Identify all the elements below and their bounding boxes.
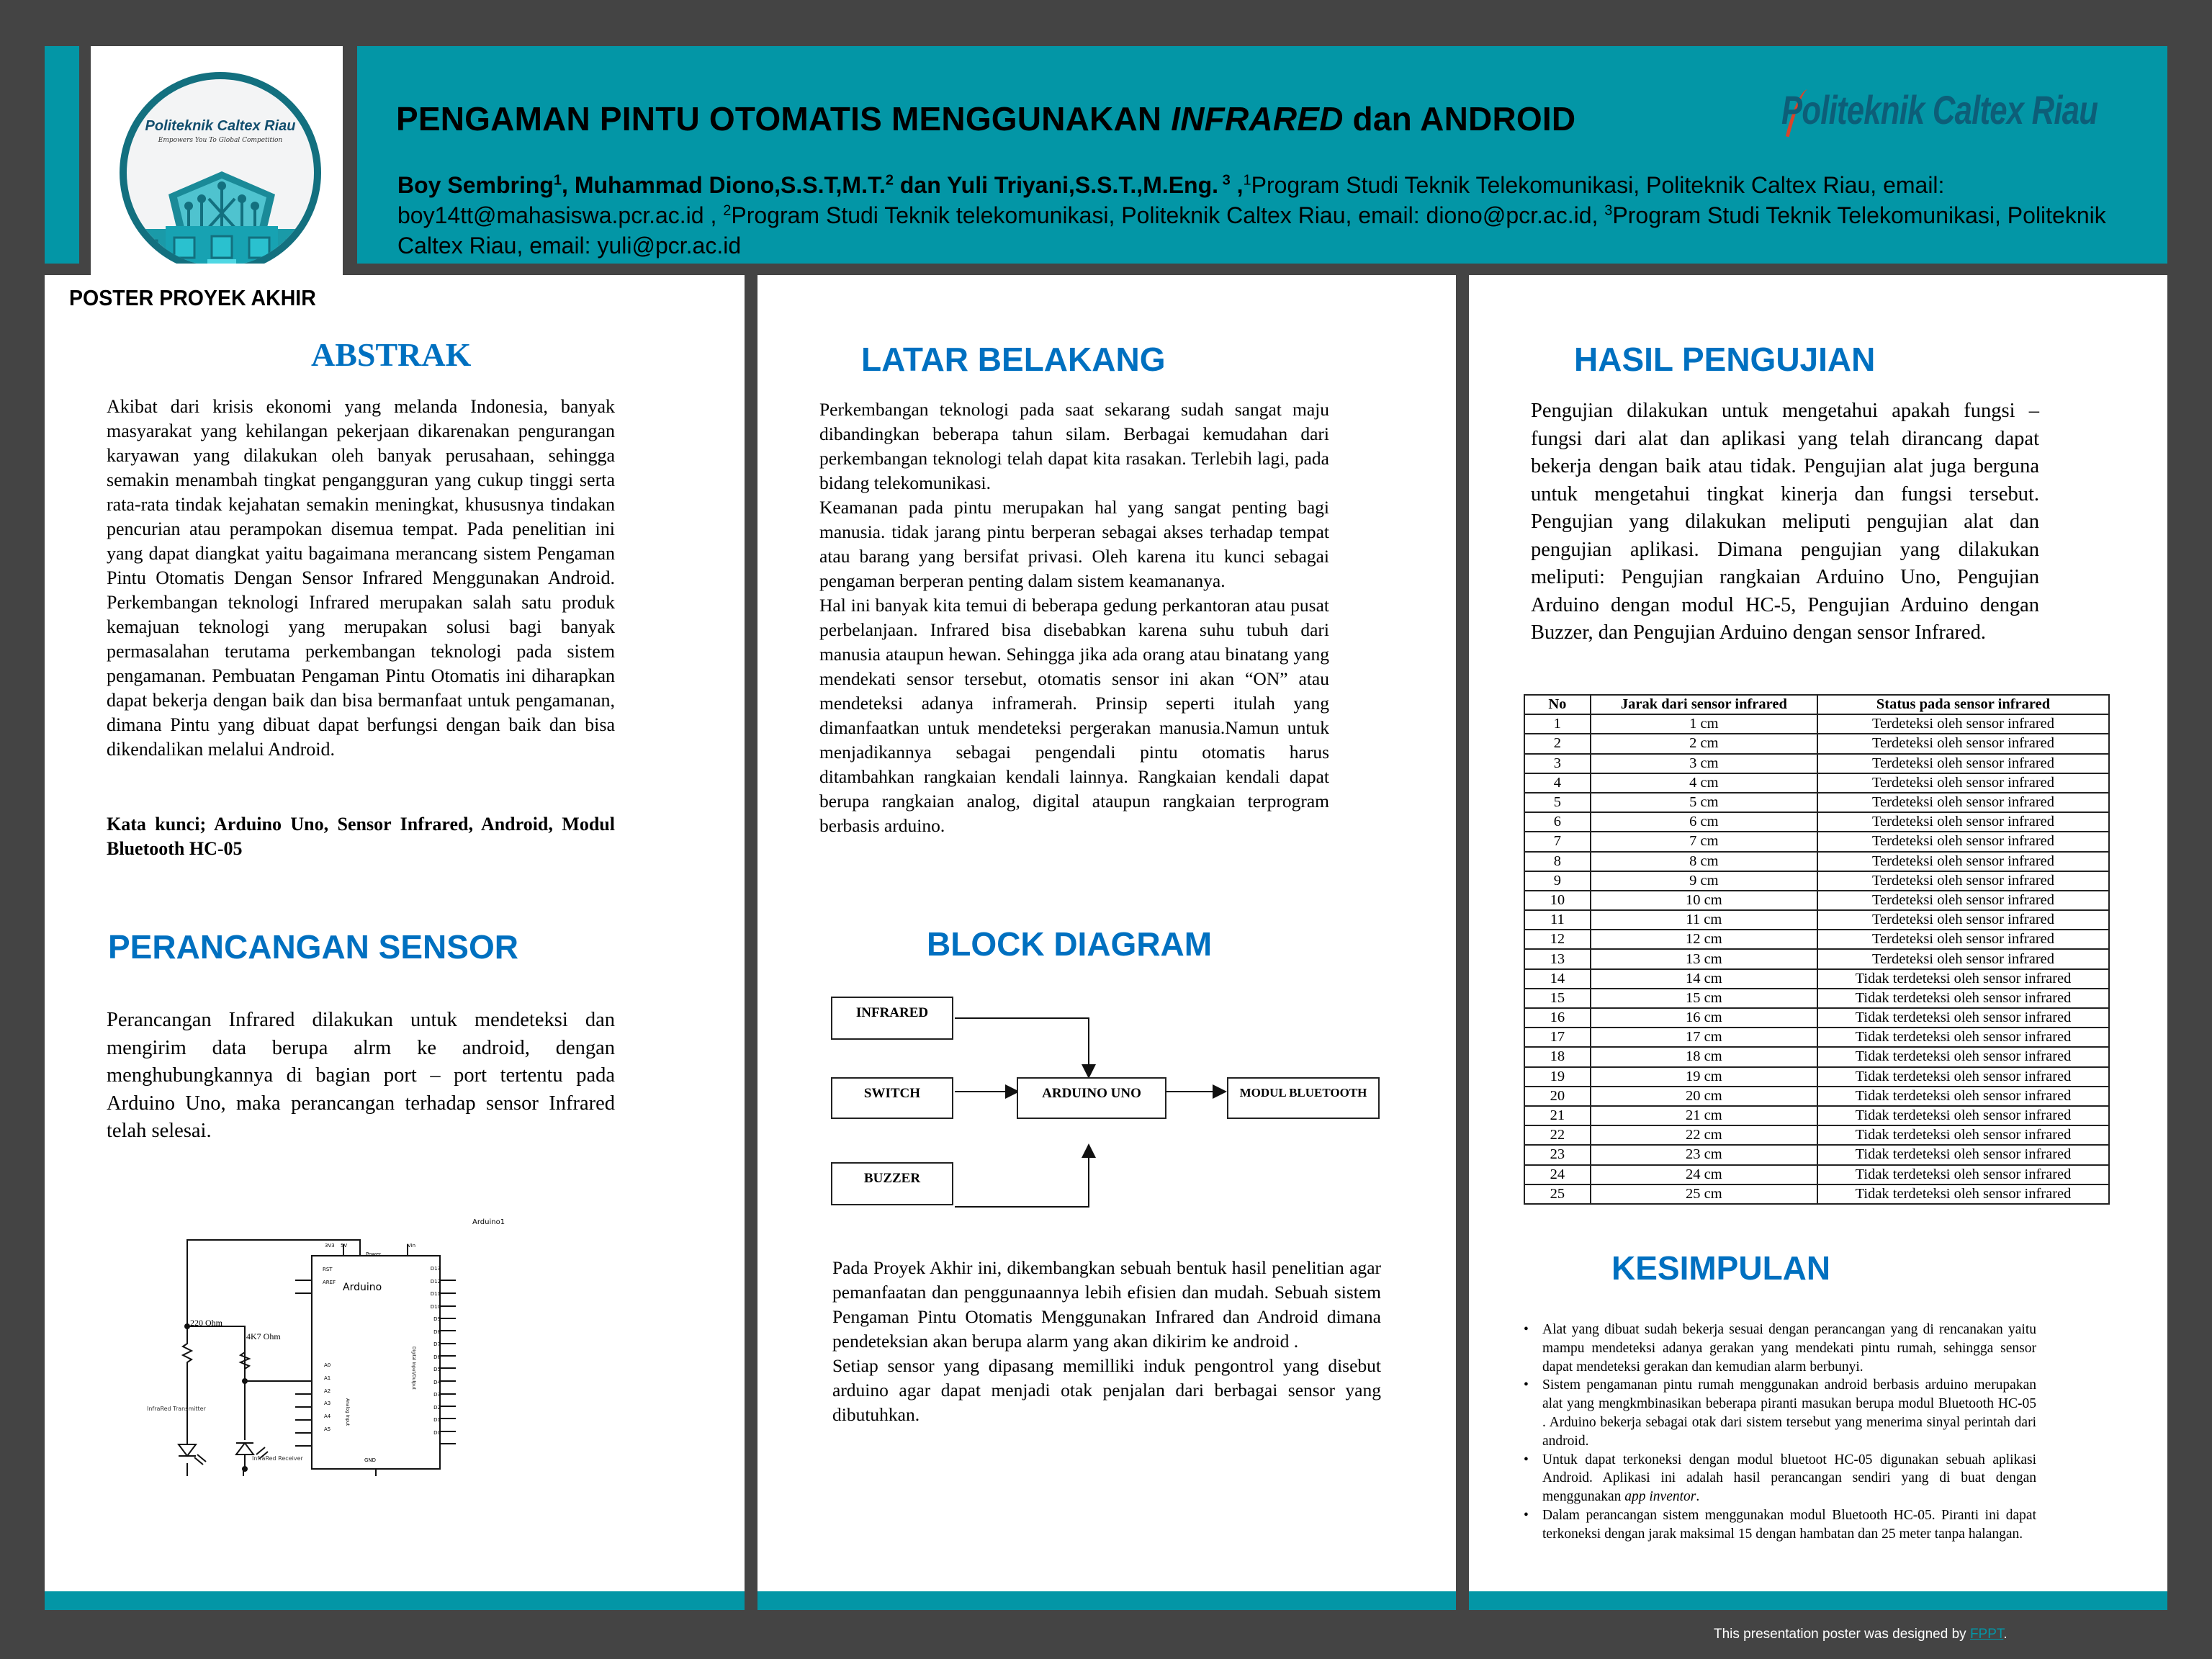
cell-status: Tidak terdeteksi oleh sensor infrared (1817, 1184, 2109, 1204)
cell-status: Terdeteksi oleh sensor infrared (1817, 734, 2109, 753)
schematic-digital-label: Digital Input/Output (411, 1346, 416, 1390)
list-item: • Sistem pengamanan pintu rumah menggunakan android berbasis arduino merupakan alat yang mengkmbinasikan beberapa piranti masukan berupa modul Bluetooth HC-05 . Arduino bekerja sebagai otak dari sistem tersebut yang menerima sinyal perintah dari android. (1524, 1377, 2036, 1449)
cell-jarak: 24 cm (1591, 1165, 1817, 1184)
cell-status: Terdeteksi oleh sensor infrared (1817, 910, 2109, 930)
cell-status: Tidak terdeteksi oleh sensor infrared (1817, 1125, 2109, 1145)
cell-status: Terdeteksi oleh sensor infrared (1817, 852, 2109, 871)
cell-jarak: 21 cm (1591, 1106, 1817, 1125)
cell-status: Tidak terdeteksi oleh sensor infrared (1817, 1145, 2109, 1164)
cell-no: 18 (1524, 1047, 1591, 1066)
table-header-row (1524, 695, 2109, 714)
table-row (1524, 1087, 2109, 1106)
block-modul-bluetooth: MODUL BLUETOOTH (1227, 1077, 1380, 1119)
cell-no: 25 (1524, 1184, 1591, 1204)
block-buzzer: BUZZER (831, 1162, 953, 1205)
fppt-link[interactable]: FPPT (1969, 1627, 2004, 1642)
ir-transmitter-label: InfraRed Transmitter (147, 1406, 206, 1412)
cell-status: Terdeteksi oleh sensor infrared (1817, 754, 2109, 773)
poster-title: PENGAMAN PINTU OTOMATIS MENGGUNAKAN INFRARED dan ANDROID (396, 100, 1576, 138)
perancangan-body: Perancangan Infrared dilakukan untuk mendeteksi dan mengirim data berupa alrm ke android, dengan menghubungkannya di bagian port – port tertentu pada Arduino Uno, maka perancangan terhadap sensor Infrared telah selesai. (107, 1009, 615, 1142)
cell-jarak: 11 cm (1591, 910, 1817, 930)
cell-jarak: 23 cm (1591, 1145, 1817, 1164)
cell-no: 7 (1524, 832, 1591, 851)
cell-no: 14 (1524, 969, 1591, 989)
column-footer-bar (1469, 1591, 2167, 1610)
schematic-left-pins: RST AREF (323, 1267, 336, 1285)
schematic-vin-pin: Vin (408, 1243, 416, 1249)
column-header-no: No (1524, 695, 1591, 714)
institution-logo (120, 72, 321, 274)
cell-status: Terdeteksi oleh sensor infrared (1817, 773, 2109, 793)
schematic-digital-pins: D13 D12 D11 D10 D9 D8 D7 D6 D5 D4 D3 D2 D1 D0 (430, 1266, 441, 1436)
cell-jarak: 9 cm (1591, 871, 1817, 891)
cell-status: Terdeteksi oleh sensor infrared (1817, 714, 2109, 734)
latar-heading: LATAR BELAKANG (861, 341, 1166, 378)
table-row (1524, 832, 2109, 851)
ir-receiver-label: InfraRed Receiver (252, 1455, 303, 1462)
logo-panel-extension (91, 264, 343, 275)
table-row (1524, 930, 2109, 949)
table-row (1524, 754, 2109, 773)
abstrak-body: Akibat dari krisis ekonomi yang melanda Indonesia, banyak masyarakat yang kehilangan pekerjaan dikarenakan pengurangan karyawan yang dilakukan oleh banyak perusahaan, sehingga semakin menambah tingkat pengangguran yang cukup tinggi serta rata-rata tindak kejahatan semakin meningkat, khususnya tindakan pencurian atau perampokan disemua tempat. Pada penelitian ini yang dapat diangkat yaitu bagaimana merancang sistem Pengaman Pintu Otomatis Dengan Sensor Infrared Menggunakan Android. Perkembangan teknologi Infrared merupakan salah satu produk kemajuan teknologi yang merupakan solusi bagi banyak permasalahan terutama perkembangan teknologi pada sistem pengamanan. Pembuatan Pengaman Pintu Otomatis ini diharapkan dapat bekerja dengan baik dan bisa bermanfaat untuk pengamanan, dimana Pintu yang dibuat dapat berfungsi dengan baik dan bisa dikendalikan melalui Android. (107, 396, 615, 760)
kesimpulan-heading: KESIMPULAN (1611, 1249, 1831, 1287)
table-row (1524, 1184, 2109, 1204)
hasil-heading: HASIL PENGUJIAN (1574, 341, 1876, 378)
cell-status: Tidak terdeteksi oleh sensor infrared (1817, 1067, 2109, 1087)
cell-no: 11 (1524, 910, 1591, 930)
table-row (1524, 852, 2109, 871)
table-row (1524, 989, 2109, 1008)
cell-no: 13 (1524, 949, 1591, 968)
cell-jarak: 22 cm (1591, 1125, 1817, 1145)
table-row (1524, 969, 2109, 989)
block-diagram (828, 994, 1382, 1210)
cell-status: Tidak terdeteksi oleh sensor infrared (1817, 1028, 2109, 1047)
cell-jarak: 2 cm (1591, 734, 1817, 753)
block-diagram-heading: BLOCK DIAGRAM (927, 925, 1213, 963)
table-row (1524, 891, 2109, 910)
schematic-board-label: Arduino (343, 1282, 382, 1293)
building-icon (137, 166, 307, 266)
cell-jarak: 18 cm (1591, 1047, 1817, 1066)
cell-jarak: 10 cm (1591, 891, 1817, 910)
cell-no: 23 (1524, 1145, 1591, 1164)
latar-paragraph-1: Perkembangan teknologi pada saat sekarang sudah sangat maju dibandingkan beberapa tahun silam. Berbagai kemudahan dari perkembangan teknologi telah dapat kita rasakan. Terlebih lagi, pada bidang telekomunikasi. (819, 399, 1329, 493)
table-row (1524, 949, 2109, 968)
list-item: • Alat yang dibuat sudah bekerja sesuai dengan perancangan yang di rencanakan yaitu mampu mendeteksi adanya gerakan yang mendekati pintu rumah, sehingga sensor dapat mendeteksi gerakan dan kemudian alarm berbunyi. (1524, 1322, 2036, 1375)
cell-no: 8 (1524, 852, 1591, 871)
resistor-4k7-label: 4K7 Ohm (246, 1331, 281, 1341)
table-row (1524, 1106, 2109, 1125)
brand-wordmark: Politeknik Caltex Riau (1781, 87, 2098, 132)
header-left-strip (45, 46, 79, 264)
cell-no: 2 (1524, 734, 1591, 753)
schematic-gnd-label: GND (364, 1457, 377, 1463)
cell-jarak: 19 cm (1591, 1067, 1817, 1087)
schematic-analog-pins: A0 A1 A2 A3 A4 A5 (324, 1362, 331, 1432)
poster-label: POSTER PROYEK AKHIR (69, 285, 316, 310)
cell-status: Terdeteksi oleh sensor infrared (1817, 793, 2109, 812)
perancangan-heading: PERANCANGAN SENSOR (108, 928, 518, 966)
cell-status: Tidak terdeteksi oleh sensor infrared (1817, 1087, 2109, 1106)
infrared-circuit-schematic (144, 1217, 547, 1476)
list-item: • Untuk dapat terkoneksi dengan modul bluetoot HC-05 digunakan sebuah aplikasi Android. Aplikasi ini adalah hasil perancangan sendiri yang di buat dengan menggunakan app inventor. (1524, 1452, 2036, 1505)
table-row (1524, 734, 2109, 753)
abstrak-keywords: Kata kunci; Arduino Uno, Sensor Infrared, Android, Modul Bluetooth HC-05 (107, 814, 615, 859)
schematic-analog-label: Analog Input (345, 1398, 350, 1426)
column-footer-bar (757, 1591, 1456, 1610)
schematic-power-label: Power (366, 1251, 382, 1257)
cell-jarak: 20 cm (1591, 1087, 1817, 1106)
table-row (1524, 910, 2109, 930)
cell-no: 3 (1524, 754, 1591, 773)
cell-status: Terdeteksi oleh sensor infrared (1817, 832, 2109, 851)
cell-status: Terdeteksi oleh sensor infrared (1817, 871, 2109, 891)
cell-no: 22 (1524, 1125, 1591, 1145)
latar-paragraph-2: Keamanan pada pintu merupakan hal yang sangat penting bagi manusia. tidak jarang pintu berperan sebagai akses terhadap tempat atau barang yang bersifat privasi. Oleh karena itu kunci sebagai pengaman berperan penting dalam sistem keamananya. (819, 497, 1329, 591)
table-row (1524, 773, 2109, 793)
distance-test-table (1524, 694, 2110, 1205)
cell-status: Tidak terdeteksi oleh sensor infrared (1817, 1008, 2109, 1028)
footer-credit: This presentation poster was designed by FPPT. (1714, 1627, 2008, 1642)
table-row (1524, 1125, 2109, 1145)
table-row (1524, 714, 2109, 734)
logo-tagline: Empowers You To Global Competition (158, 137, 283, 144)
cell-no: 16 (1524, 1008, 1591, 1028)
table-row (1524, 1008, 2109, 1028)
cell-no: 21 (1524, 1106, 1591, 1125)
table-row (1524, 871, 2109, 891)
table-row (1524, 1145, 2109, 1164)
column-header-status: Status pada sensor infrared (1817, 695, 2109, 714)
cell-no: 20 (1524, 1087, 1591, 1106)
table-body (1524, 714, 2109, 1204)
schematic-title: Arduino1 (472, 1218, 505, 1226)
cell-jarak: 7 cm (1591, 832, 1817, 851)
cell-status: Tidak terdeteksi oleh sensor infrared (1817, 1165, 2109, 1184)
cell-jarak: 25 cm (1591, 1184, 1817, 1204)
cell-jarak: 13 cm (1591, 949, 1817, 968)
cell-status: Tidak terdeteksi oleh sensor infrared (1817, 1106, 2109, 1125)
table-row (1524, 1047, 2109, 1066)
cell-jarak: 16 cm (1591, 1008, 1817, 1028)
table-row (1524, 1067, 2109, 1087)
cell-jarak: 5 cm (1591, 793, 1817, 812)
cell-no: 10 (1524, 891, 1591, 910)
column-header-jarak: Jarak dari sensor infrared (1591, 695, 1817, 714)
authors-affiliations: Boy Sembring$^1$, Muhammad Diono,S.S.T,M.T.$^2$ dan Yuli Triyani,S.S.T.,M.Eng. $^3$ ,$^1$Program Studi Teknik Telekomunikasi, Politeknik Caltex Riau, email: boy14tt@mahasiswa.pcr.ac.id , $^2$Program Studi Teknik telekomunikasi, Politeknik Caltex Riau, email: diono@pcr.ac.id, $^3$Program Studi Teknik Telekomunikasi, Politeknik Caltex Riau, email: yuli@pcr.ac.id (397, 172, 2106, 258)
latar-body (819, 397, 1329, 838)
table-row (1524, 793, 2109, 812)
cell-no: 5 (1524, 793, 1591, 812)
resistor-220-label: 220 Ohm (190, 1318, 222, 1328)
cell-status: Terdeteksi oleh sensor infrared (1817, 812, 2109, 832)
list-item: • Dalam perancangan sistem menggunakan modul Bluetooth HC-05. Piranti ini dapat terkoneksi dengan jarak maksimal 15 dengan hambatan dan 25 meter tanpa halangan. (1524, 1507, 2036, 1542)
table-row (1524, 1165, 2109, 1184)
cell-no: 19 (1524, 1067, 1591, 1087)
logo-name: Politeknik Caltex Riau (145, 118, 296, 134)
abstrak-heading: ABSTRAK (311, 336, 472, 373)
cell-status: Tidak terdeteksi oleh sensor infrared (1817, 1047, 2109, 1066)
column-footer-bar (45, 1591, 745, 1610)
cell-jarak: 4 cm (1591, 773, 1817, 793)
table-row (1524, 812, 2109, 832)
cell-jarak: 6 cm (1591, 812, 1817, 832)
cell-jarak: 15 cm (1591, 989, 1817, 1008)
cell-jarak: 17 cm (1591, 1028, 1817, 1047)
block-switch: SWITCH (831, 1077, 953, 1119)
cell-status: Terdeteksi oleh sensor infrared (1817, 891, 2109, 910)
cell-jarak: 1 cm (1591, 714, 1817, 734)
cell-status: Terdeteksi oleh sensor infrared (1817, 930, 2109, 949)
cell-no: 24 (1524, 1165, 1591, 1184)
kesimpulan-list (1521, 1321, 2036, 1544)
latar-paragraph-3: Hal ini banyak kita temui di beberapa gedung perkantoran atau pusat perbelanjaan. Infrared bisa disebabkan karena suhu tubuh dari manusia ataupun hewan. Sehingga jika ada orang atau binatang yang mendekati sensor tersebut, otomatis sensor ini akan “ON” atau mendeteksi adanya inframerah. Prinsip seperti itulah yang dimanfaatkan untuk mendeteksi pergerakan manusia.Namun untuk menjadikannya sebagai pengendali pintu otomatis harus ditambahkan rangkaian kendali lainnya. Rangkaian kendali dapat berupa rangkaian analog, digital ataupun rangkaian terprogram berbasis arduino. (819, 595, 1329, 836)
block-arduino-uno: ARDUINO UNO (1017, 1077, 1166, 1119)
table-row (1524, 1028, 2109, 1047)
cell-no: 17 (1524, 1028, 1591, 1047)
cell-no: 4 (1524, 773, 1591, 793)
hasil-body: Pengujian dilakukan untuk mengetahui apakah fungsi – fungsi dari alat dan aplikasi yang telah dirancang dapat bekerja dengan baik atau tidak. Pengujian alat juga berguna untuk mengetahui tingkat kinerja dan fungsi tersebut. Pengujian yang dilakukan meliputi pengujian alat dan pengujian aplikasi. Dimana pengujian yang dilakukan meliputi: Pengujian rangkaian Arduino Uno, Pengujian Arduino dengan modul HC-5, Pengujian Arduino dengan Buzzer, dan Pengujian Arduino dengan sensor Infrared. (1531, 400, 2039, 644)
cell-jarak: 3 cm (1591, 754, 1817, 773)
block-infrared: INFRARED (831, 997, 953, 1040)
cell-jarak: 14 cm (1591, 969, 1817, 989)
block-diagram-description (832, 1256, 1381, 1427)
block-diagram-paragraph-2: Setiap sensor yang dipasang memilliki induk pengontrol yang disebut arduino agar dapat menjadi otak penjalan dari berbagai sensor yang dibutuhkan. (832, 1355, 1381, 1425)
cell-status: Tidak terdeteksi oleh sensor infrared (1817, 969, 2109, 989)
cell-status: Tidak terdeteksi oleh sensor infrared (1817, 989, 2109, 1008)
cell-no: 9 (1524, 871, 1591, 891)
cell-no: 1 (1524, 714, 1591, 734)
cell-no: 15 (1524, 989, 1591, 1008)
cell-jarak: 12 cm (1591, 930, 1817, 949)
schematic-top-pins: 3V3 5V (325, 1243, 348, 1249)
cell-jarak: 8 cm (1591, 852, 1817, 871)
block-diagram-paragraph-1: Pada Proyek Akhir ini, dikembangkan sebuah bentuk hasil penelitian agar pemanfaatan dan penggunaannya lebih efisien dan mudah. Sebuah sistem Pengaman Pintu Otomatis Menggunakan Infrared dan Android dimana pendeteksian akan berupa alarm yang akan dikirim ke android . (832, 1257, 1381, 1352)
cell-no: 12 (1524, 930, 1591, 949)
cell-no: 6 (1524, 812, 1591, 832)
cell-status: Terdeteksi oleh sensor infrared (1817, 949, 2109, 968)
